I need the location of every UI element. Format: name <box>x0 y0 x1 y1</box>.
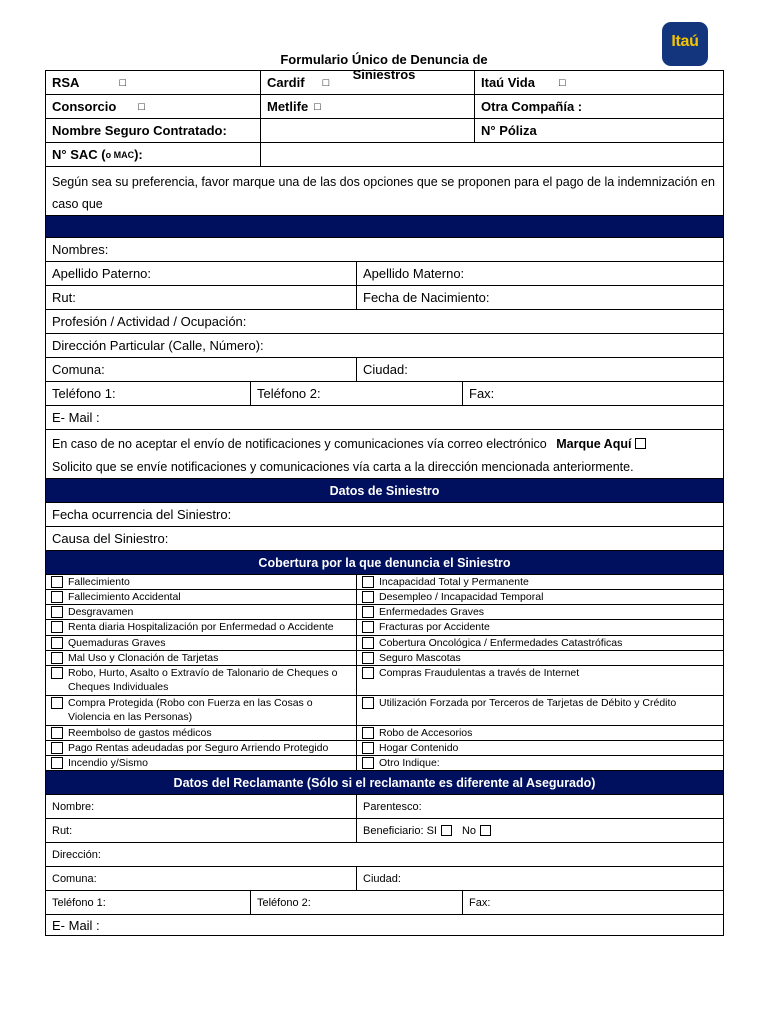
field-fecha-nacimiento[interactable]: Fecha de Nacimiento: <box>356 286 723 309</box>
coverage-row <box>46 695 723 725</box>
option-itau-vida[interactable]: Itaú Vida □ <box>474 71 723 94</box>
coverage-label: Enfermedades Graves <box>379 606 485 618</box>
option-rsa[interactable]: RSA □ <box>52 75 127 90</box>
coverage-option[interactable] <box>356 666 723 695</box>
checkbox[interactable] <box>362 637 374 649</box>
coverage-label: Fallecimiento Accidental <box>68 591 181 603</box>
field-causa-siniestro[interactable]: Causa del Siniestro: <box>52 531 169 546</box>
coverage-option[interactable] <box>46 726 356 740</box>
option-cardif[interactable]: Cardif □ <box>260 71 474 94</box>
field-poliza[interactable]: N° Póliza <box>474 119 723 142</box>
coverage-option[interactable] <box>356 741 723 755</box>
checkbox[interactable] <box>51 606 63 618</box>
coverage-option[interactable] <box>46 666 356 695</box>
claimant-direccion[interactable]: Dirección: <box>52 848 101 861</box>
coverage-label: Otro Indique: <box>379 757 440 769</box>
coverage-option[interactable] <box>356 575 723 589</box>
claimant-telefono1[interactable]: Teléfono 1: <box>52 896 106 909</box>
checkbox[interactable] <box>51 757 63 769</box>
beneficiario-no-checkbox[interactable] <box>480 825 491 836</box>
claimant-ciudad[interactable]: Ciudad: <box>356 867 723 890</box>
coverage-label: Seguro Mascotas <box>379 652 461 664</box>
coverage-label: Quemaduras Graves <box>68 637 166 649</box>
field-apellido-paterno[interactable]: Apellido Paterno: <box>52 266 152 281</box>
claimant-parentesco[interactable]: Parentesco: <box>356 795 723 818</box>
company-row-3 <box>46 118 723 142</box>
coverage-list <box>46 574 723 770</box>
coverage-option[interactable] <box>356 605 723 619</box>
heading-reclamante: Datos del Reclamante (Sólo si el reclamante es diferente al Asegurado) <box>46 771 723 794</box>
company-row-1 <box>46 70 723 94</box>
marque-aqui-label: Marque Aquí <box>556 437 632 451</box>
claimant-fax[interactable]: Fax: <box>462 891 723 914</box>
coverage-option[interactable] <box>46 605 356 619</box>
coverage-option[interactable] <box>46 620 356 635</box>
checkbox[interactable] <box>362 667 374 679</box>
coverage-row <box>46 740 723 755</box>
field-otra-compania[interactable]: Otra Compañía : <box>474 95 723 118</box>
label-nombre-seguro: Nombre Seguro Contratado: <box>52 123 227 138</box>
coverage-label: Utilización Forzada por Terceros de Tarjetas de Débito y Crédito <box>379 697 677 709</box>
coverage-row <box>46 725 723 740</box>
checkbox[interactable] <box>362 606 374 618</box>
field-rut[interactable]: Rut: <box>52 290 76 305</box>
checkbox[interactable] <box>51 697 63 709</box>
company-row-4 <box>46 142 723 166</box>
checkbox[interactable] <box>51 576 63 588</box>
coverage-option[interactable] <box>356 651 723 665</box>
payment-text: Según sea su preferencia, favor marque una de las dos opciones que se proponen para el pago de la indemnización en caso que <box>52 175 715 211</box>
coverage-label: Desempleo / Incapacidad Temporal <box>379 591 544 603</box>
coverage-option[interactable] <box>46 636 356 650</box>
field-email[interactable]: E- Mail : <box>52 410 100 425</box>
coverage-option[interactable] <box>356 590 723 604</box>
coverage-label: Mal Uso y Clonación de Tarjetas <box>68 652 219 664</box>
claimant-beneficiario: Beneficiario: SI No <box>356 819 723 842</box>
coverage-label: Incendio y/Sismo <box>68 757 148 769</box>
beneficiario-si-checkbox[interactable] <box>441 825 452 836</box>
checkbox[interactable] <box>51 591 63 603</box>
checkbox[interactable] <box>362 652 374 664</box>
checkbox[interactable] <box>51 652 63 664</box>
coverage-option[interactable] <box>356 726 723 740</box>
claim-form <box>45 70 724 936</box>
coverage-label: Compras Fraudulentas a través de Internet <box>379 667 580 679</box>
coverage-row <box>46 589 723 604</box>
coverage-row <box>46 619 723 635</box>
claimant-nombre[interactable]: Nombre: <box>52 800 95 813</box>
field-comuna[interactable]: Comuna: <box>52 362 105 377</box>
coverage-label: Fallecimiento <box>68 576 130 588</box>
checkbox[interactable] <box>51 621 63 633</box>
option-metlife[interactable]: Metlife □ <box>260 95 474 118</box>
field-telefono2[interactable]: Teléfono 2: <box>250 382 462 405</box>
coverage-label: Incapacidad Total y Permanente <box>379 576 529 588</box>
checkbox[interactable] <box>362 621 374 633</box>
coverage-option[interactable] <box>356 620 723 635</box>
field-nombres[interactable]: Nombres: <box>52 242 109 257</box>
checkbox[interactable] <box>362 742 374 754</box>
coverage-row <box>46 650 723 665</box>
logo-text: Itaú <box>671 33 699 50</box>
checkbox[interactable] <box>51 742 63 754</box>
coverage-row <box>46 604 723 619</box>
checkbox[interactable] <box>362 591 374 603</box>
input-nombre-seguro[interactable] <box>260 119 474 142</box>
claimant-rut[interactable]: Rut: <box>52 824 73 837</box>
coverage-option[interactable] <box>46 590 356 604</box>
coverage-row <box>46 635 723 650</box>
coverage-label: Renta diaria Hospitalización por Enfermedad o Accidente <box>68 621 334 633</box>
label-sac: N° SAC ( o MAC ): <box>52 147 143 162</box>
coverage-row <box>46 665 723 695</box>
field-apellido-materno[interactable]: Apellido Materno: <box>356 262 723 285</box>
notice-line2: Solicito que se envíe notificaciones y comunicaciones vía carta a la dirección mencionada anteriormente. <box>52 460 634 474</box>
company-row-2 <box>46 94 723 118</box>
field-profesion[interactable]: Profesión / Actividad / Ocupación: <box>52 314 247 329</box>
coverage-option[interactable] <box>46 575 356 589</box>
coverage-option[interactable] <box>46 756 356 770</box>
checkbox[interactable] <box>51 637 63 649</box>
coverage-option[interactable] <box>46 696 356 725</box>
itau-logo <box>662 22 708 66</box>
input-sac[interactable] <box>260 143 723 166</box>
section-bar-asegurado <box>46 215 723 237</box>
coverage-label: Cobertura Oncológica / Enfermedades Catastróficas <box>379 637 623 649</box>
coverage-label: Reembolso de gastos médicos <box>68 727 212 739</box>
heading-cobertura: Cobertura por la que denuncia el Siniestro <box>46 551 723 574</box>
checkbox[interactable] <box>51 727 63 739</box>
form-title: Formulario Único de Denuncia de Siniestros <box>280 52 488 82</box>
field-fax[interactable]: Fax: <box>462 382 723 405</box>
field-direccion[interactable]: Dirección Particular (Calle, Número): <box>52 338 264 353</box>
coverage-option[interactable] <box>46 651 356 665</box>
coverage-option[interactable] <box>356 756 723 770</box>
claimant-telefono2[interactable]: Teléfono 2: <box>250 891 462 914</box>
coverage-option[interactable] <box>46 741 356 755</box>
notice-text: En caso de no aceptar el envío de notificaciones y comunicaciones vía correo electrónico <box>52 437 547 451</box>
marque-aqui-checkbox[interactable] <box>635 438 646 449</box>
coverage-label: Desgravamen <box>68 606 134 618</box>
coverage-option[interactable] <box>356 696 723 725</box>
checkbox[interactable] <box>362 757 374 769</box>
coverage-label: Robo, Hurto, Asalto o Extravío de Talonario de Cheques o Cheques Individuales <box>68 667 338 693</box>
field-telefono1[interactable]: Teléfono 1: <box>52 386 116 401</box>
coverage-label: Hogar Contenido <box>379 742 459 754</box>
coverage-row <box>46 574 723 589</box>
heading-datos-siniestro: Datos de Siniestro <box>46 479 723 502</box>
coverage-row <box>46 755 723 770</box>
notification-notice <box>46 429 723 478</box>
coverage-label: Fracturas por Accidente <box>379 621 490 633</box>
checkbox[interactable] <box>362 576 374 588</box>
field-fecha-siniestro[interactable]: Fecha ocurrencia del Siniestro: <box>52 507 232 522</box>
field-ciudad[interactable]: Ciudad: <box>356 358 723 381</box>
coverage-label: Pago Rentas adeudadas por Seguro Arriendo Protegido <box>68 742 329 754</box>
option-consorcio[interactable]: Consorcio □ <box>52 99 145 114</box>
claimant-comuna[interactable]: Comuna: <box>52 872 97 885</box>
coverage-label: Compra Protegida (Robo con Fuerza en las Cosas o Violencia en las Personas) <box>68 697 313 723</box>
claimant-email[interactable]: E- Mail : <box>52 917 100 933</box>
checkbox[interactable] <box>51 667 63 679</box>
coverage-option[interactable] <box>356 636 723 650</box>
coverage-label: Robo de Accesorios <box>379 727 473 739</box>
checkbox[interactable] <box>362 727 374 739</box>
checkbox[interactable] <box>362 697 374 709</box>
payment-preference <box>46 166 723 215</box>
